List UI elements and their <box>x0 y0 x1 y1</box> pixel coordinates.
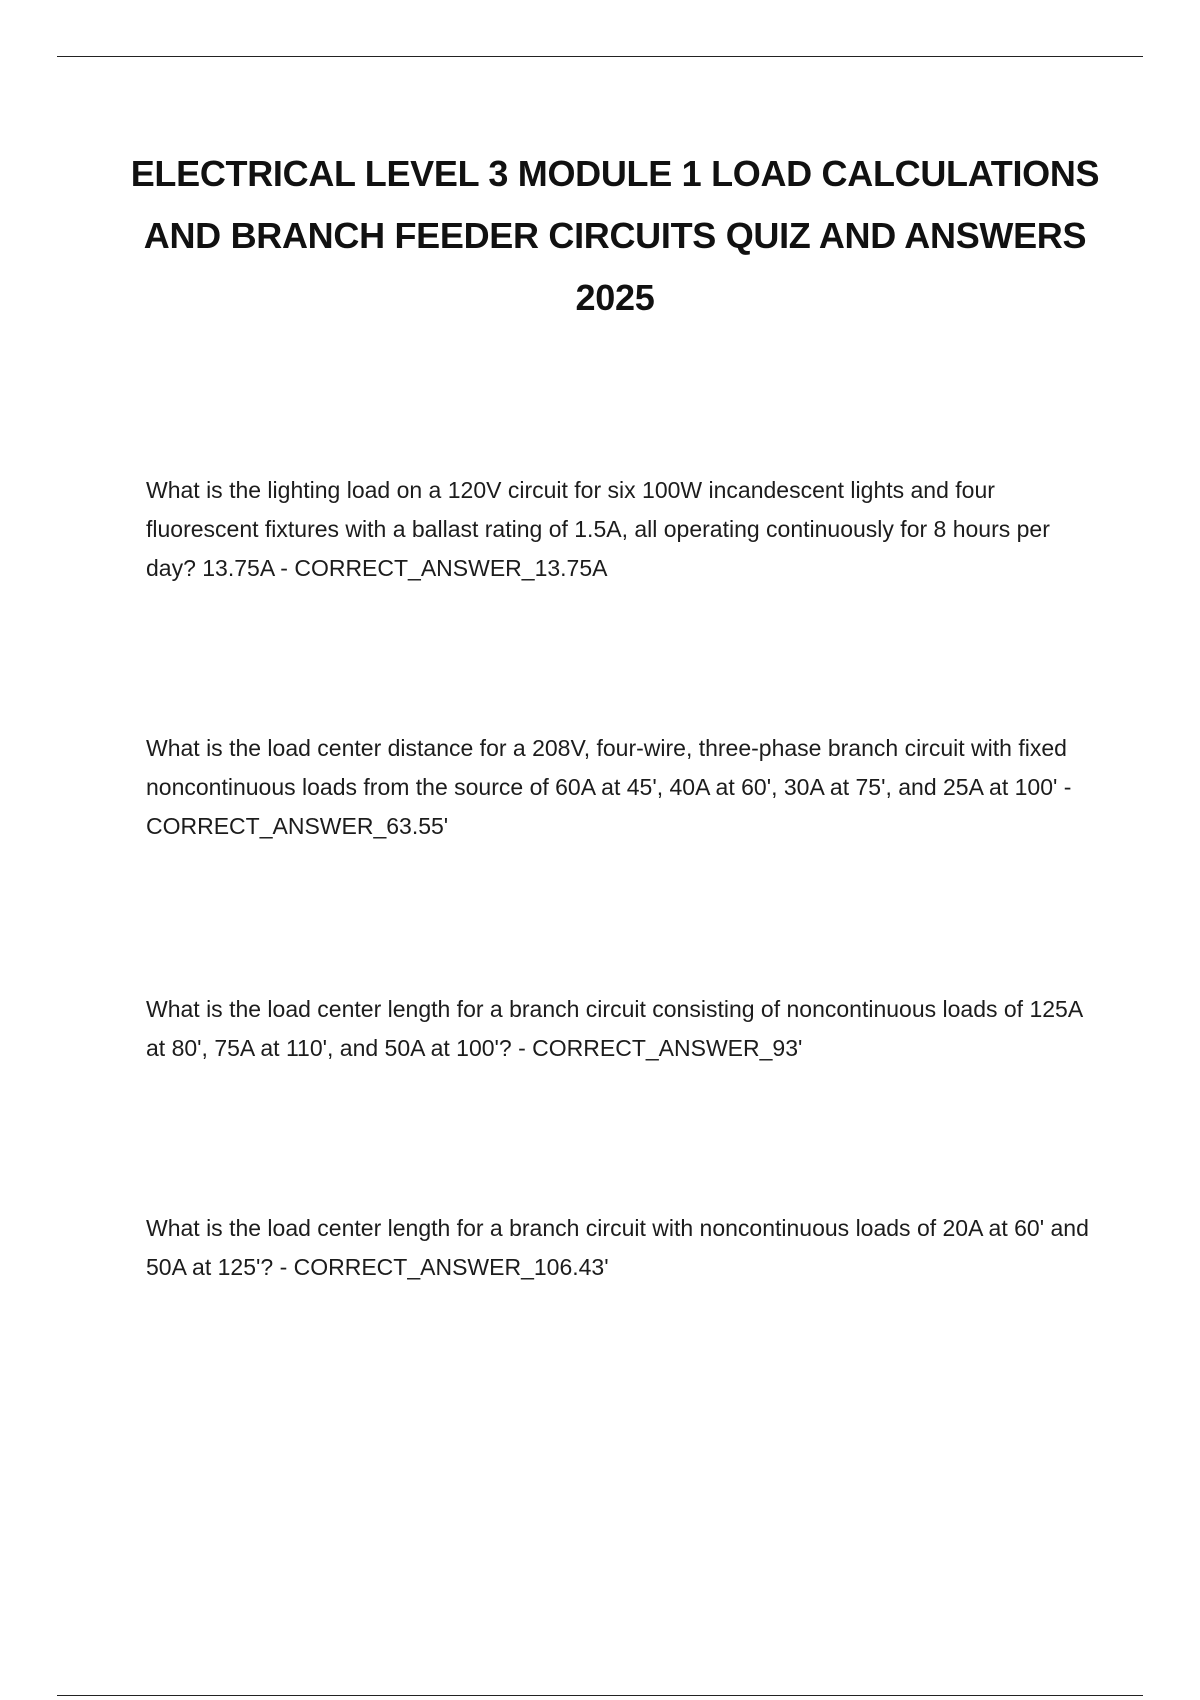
document-title: ELECTRICAL LEVEL 3 MODULE 1 LOAD CALCULATIONS AND BRANCH FEEDER CIRCUITS QUIZ AND ANSWERS 2025 <box>130 153 1100 318</box>
top-divider <box>57 56 1143 57</box>
bottom-divider <box>57 1695 1143 1696</box>
question-answer-item: What is the load center distance for a 208V, four-wire, three-phase branch circuit with fixed noncontinuous loads from the source of 60A at 45', 40A at 60', 30A at 75', and 25A at 100' - CORRECT_ANSWER_63.55' <box>146 735 1072 839</box>
question-answer-item: What is the load center length for a branch circuit consisting of noncontinuous loads of 125A at 80', 75A at 110', and 50A at 100'? - CORRECT_ANSWER_93' <box>146 996 1082 1061</box>
question-answer-item: What is the load center length for a branch circuit with noncontinuous loads of 20A at 60' and 50A at 125'? - CORRECT_ANSWER_106.43' <box>146 1215 1089 1280</box>
question-answer-item: What is the lighting load on a 120V circuit for six 100W incandescent lights and four fluorescent fixtures with a ballast rating of 1.5A, all operating continuously for 8 hours per day? 13.75A - CORRECT_ANSWER_13.75A <box>146 477 1050 581</box>
